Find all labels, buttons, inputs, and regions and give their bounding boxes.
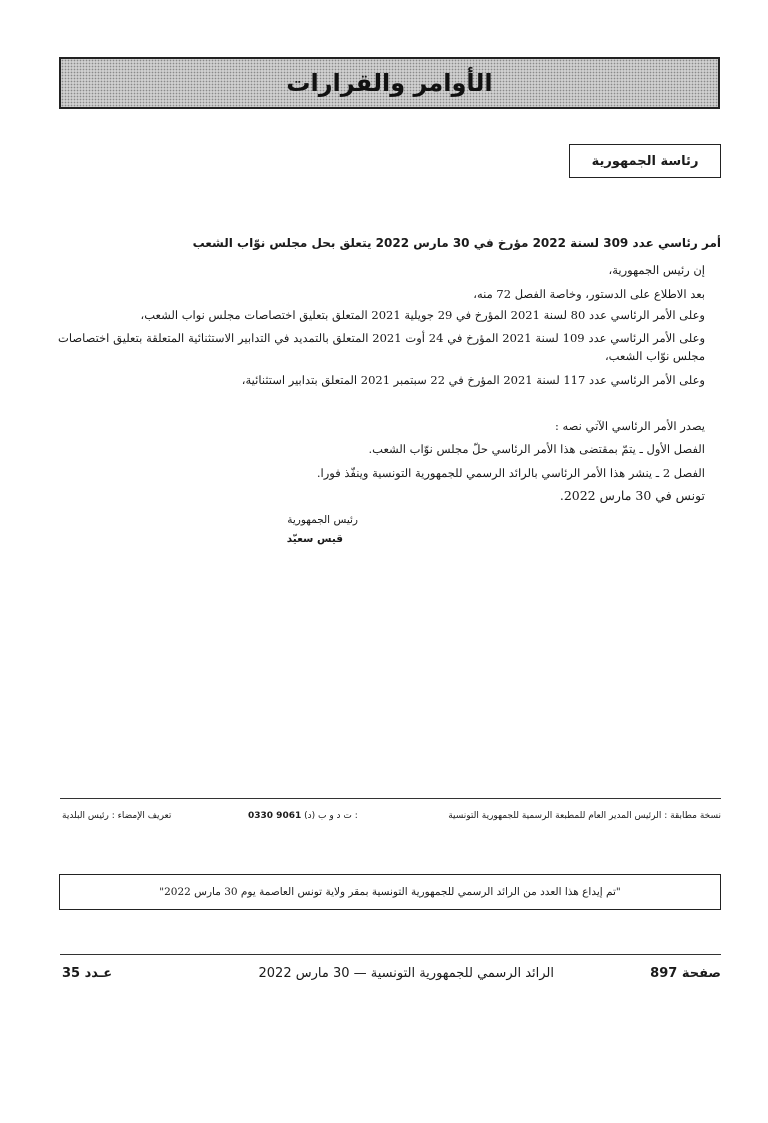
header-band — [59, 57, 720, 109]
preamble-line: إن رئيس الجمهورية، — [608, 263, 705, 277]
deposit-notice: "تم إيداع هذا العدد من الرائد الرسمي للجمهورية التونسية بمقر ولاية تونس العاصمة يوم 30 مارس 2022" — [159, 886, 621, 898]
certification-id — [248, 811, 358, 821]
signature-note: تعريف الإمضاء : رئيس البلدية — [62, 811, 172, 821]
certification-id-label: ت د و ب (د) : — [304, 811, 358, 821]
deposit-notice-box — [59, 874, 721, 910]
page-number: صفحة 897 — [650, 966, 721, 981]
issue-number: عـدد 35 — [62, 966, 113, 981]
certification-id-value: 0330 9061 — [248, 811, 302, 821]
section-label-box — [569, 144, 721, 178]
article-line: الفصل الأول ـ يتمّ بمقتضى هذا الأمر الرئاسي حلّ مجلس نوّاب الشعب. — [368, 442, 705, 456]
preamble-line: وعلى الأمر الرئاسي عدد 80 لسنة 2021 المؤرخ في 29 جويلية 2021 المتعلق بتعليق اختصاصات مجلس نواب الشعب، — [140, 308, 705, 322]
preamble-line: بعد الاطلاع على الدستور، وخاصة الفصل 72 منه، — [473, 287, 705, 301]
date-line: تونس في 30 مارس 2022. — [559, 488, 705, 503]
signature-name: قيس سعيّد — [286, 533, 343, 545]
divider — [60, 954, 721, 955]
issue-line: يصدر الأمر الرئاسي الآتي نصه : — [554, 419, 705, 433]
preamble-line: وعلى الأمر الرئاسي عدد 117 لسنة 2021 المؤرخ في 22 سبتمبر 2021 المتعلق بتدابير استثنائية، — [241, 373, 705, 387]
page-title: الأوامر والقرارات — [286, 69, 493, 97]
decree-title: أمر رئاسي عدد 309 لسنة 2022 مؤرخ في 30 مارس 2022 يتعلق بحل مجلس نوّاب الشعب — [192, 236, 721, 250]
signature-role: رئيس الجمهورية — [287, 514, 358, 526]
publication-name: الرائد الرسمي للجمهورية التونسية — 30 مارس 2022 — [258, 966, 554, 981]
article-line: الفصل 2 ـ ينشر هذا الأمر الرئاسي بالرائد الرسمي للجمهورية التونسية وينفّذ فورا. — [316, 466, 705, 480]
preamble-paragraph: وعلى الأمر الرئاسي عدد 109 لسنة 2021 المؤرخ في 24 أوت 2021 المتعلق بالتمديد في التدابير الاستثنائية المتعلقة بتعليق اختصاصات مجلس نوّاب الشعب، — [58, 331, 705, 363]
copy-note: نسخة مطابقة : الرئيس المدير العام للمطبعة الرسمية للجمهورية التونسية — [448, 811, 721, 821]
section-label: رئاسة الجمهورية — [591, 153, 699, 169]
divider — [60, 798, 721, 799]
